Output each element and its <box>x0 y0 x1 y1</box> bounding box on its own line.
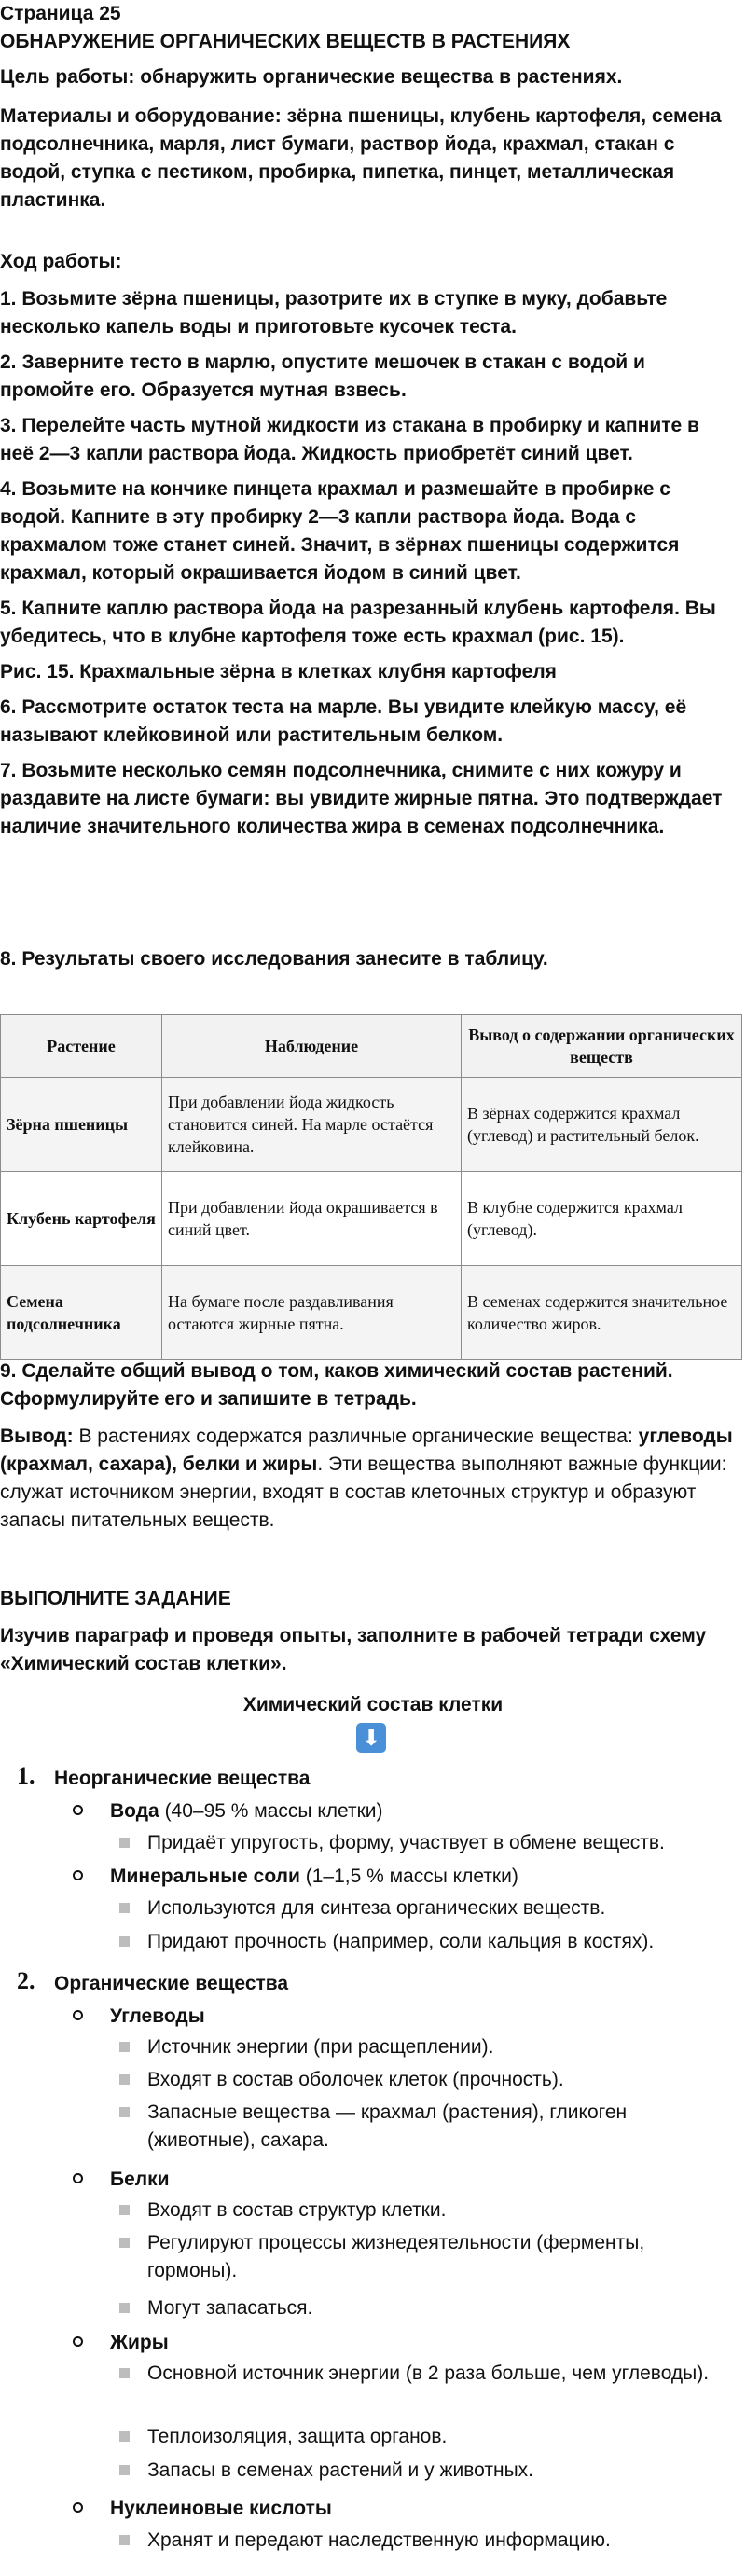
list-item: Хранят и передают наследственную информацию. <box>147 2529 611 2551</box>
circle-bullet-icon <box>73 1870 83 1880</box>
table-header: Наблюдение <box>162 1015 462 1078</box>
list-number: 2. <box>17 1967 35 1994</box>
procedure-steps <box>0 285 737 841</box>
task-text: Изучив параграф и проведя опыты, заполните в рабочей тетради схему «Химический состав клетки». <box>0 1625 707 1674</box>
list-item: Используются для синтеза органических веществ. <box>147 1897 606 1919</box>
step-8: 8. Результаты своего исследования занесите в таблицу. <box>0 948 548 970</box>
list-item: Придаёт упругость, форму, участвует в обмене веществ. <box>147 1832 665 1853</box>
fats-name: Жиры <box>110 2332 169 2353</box>
arrow-down-icon: ⬇ <box>356 1723 386 1753</box>
square-bullet-icon <box>119 2303 130 2313</box>
table-header: Вывод о содержании органических веществ <box>462 1015 742 1078</box>
table-cell: Зёрна пшеницы <box>1 1078 162 1172</box>
step-1: 1. Возьмите зёрна пшеницы, разотрите их в ступке в муку, добавьте несколько капель воды и приготовьте кусочек теста. <box>0 288 668 337</box>
page-label: Страница 25 <box>0 3 121 24</box>
salts-name: Минеральные соли <box>110 1866 300 1887</box>
table-cell: В клубне содержится крахмал (углевод). <box>462 1172 742 1266</box>
organic-title: Органические вещества <box>54 1973 289 1994</box>
salts-item <box>110 1863 518 1891</box>
step-3: 3. Перелейте часть мутной жидкости из стакана в пробирку и капните в неё 2—3 капли раствора йода. Жидкость приобретёт синий цвет. <box>0 415 699 464</box>
proteins-name: Белки <box>110 2169 170 2190</box>
square-bullet-icon <box>119 2465 130 2475</box>
step-2: 2. Заверните тесто в марлю, опустите мешочек в стакан с водой и промойте его. Образуется мутная взвесь. <box>0 351 645 401</box>
square-bullet-icon <box>119 2431 130 2442</box>
circle-bullet-icon <box>73 1805 83 1815</box>
conclusion-label: Вывод: <box>0 1426 74 1447</box>
salts-note: (1–1,5 % массы клетки) <box>299 1866 518 1887</box>
inorganic-title: Неорганические вещества <box>54 1768 311 1789</box>
water-name: Вода <box>110 1800 159 1822</box>
square-bullet-icon <box>119 2107 130 2117</box>
list-item: Входят в состав оболочек клеток (прочность). <box>147 2069 564 2090</box>
list-item: Могут запасаться. <box>147 2297 313 2319</box>
water-note: (40–95 % массы клетки) <box>159 1800 383 1822</box>
list-item: Теплоизоляция, защита органов. <box>147 2426 448 2447</box>
scheme-title: Химический состав клетки <box>242 1694 504 1715</box>
list-item: Основной источник энергии (в 2 раза больше, чем углеводы). <box>147 2362 710 2384</box>
table-cell: Клубень картофеля <box>1 1172 162 1266</box>
materials-text: Материалы и оборудование: зёрна пшеницы, клубень картофеля, семена подсолнечника, марля, лист бумаги, раствор йода, крахмал, стакан с водой, ступка с пестиком, пробирка, пипетка, пинцет, металлическая пластинка. <box>0 105 722 211</box>
list-item: Придают прочность (например, соли кальция в костях). <box>147 1931 655 1952</box>
square-bullet-icon <box>119 2535 130 2545</box>
conclusion-text: В растениях содержатся различные органические вещества: <box>73 1426 639 1447</box>
figure-caption: Рис. 15. Крахмальные зёрна в клетках клубня картофеля <box>0 661 557 682</box>
list-item: Источник энергии (при расщеплении). <box>147 2036 494 2058</box>
step-6: 6. Рассмотрите остаток теста на марле. Вы увидите клейкую массу, её называют клейковиной или растительным белком. <box>0 696 687 746</box>
list-item: Запасы в семенах растений и у животных. <box>147 2459 534 2481</box>
table-header-row <box>1 1015 742 1078</box>
table-row <box>1 1078 742 1172</box>
square-bullet-icon <box>119 2042 130 2052</box>
square-bullet-icon <box>119 2074 130 2085</box>
list-item: Регулируют процессы жизнедеятельности (ферменты, гормоны). <box>147 2232 645 2281</box>
table-cell: В зёрнах содержится крахмал (углевод) и растительный белок. <box>462 1078 742 1172</box>
table-cell: Семена подсолнечника <box>1 1266 162 1360</box>
step-9: 9. Сделайте общий вывод о том, каков химический состав растений. Сформулируйте его и запишите в тетрадь. <box>0 1360 673 1410</box>
page-title: ОБНАРУЖЕНИЕ ОРГАНИЧЕСКИХ ВЕЩЕСТВ В РАСТЕНИЯХ <box>0 31 571 52</box>
carbs-name: Углеводы <box>110 2005 205 2027</box>
list-item: Запасные вещества — крахмал (растения), гликоген (животные), сахара. <box>147 2101 628 2151</box>
list-number: 1. <box>17 1762 35 1789</box>
goal-text: Цель работы: обнаружить органические вещества в растениях. <box>0 66 623 88</box>
results-table <box>0 1014 742 1360</box>
step-5: 5. Капните каплю раствора йода на разрезанный клубень картофеля. Вы убедитесь, что в клубне картофеля тоже есть крахмал (рис. 15). <box>0 598 716 647</box>
step-7: 7. Возьмите несколько семян подсолнечника, снимите с них кожуру и раздавите на листе бумаги: вы увидите жирные пятна. Это подтверждает наличие значительного количества жира в семенах подсолнечника. <box>0 760 723 837</box>
conclusion-text-end: . Эти вещества выполняют важные функции: служат источником энергии, входят в состав клеточных структур и образуют запасы питательных веществ. <box>0 1453 727 1531</box>
table-cell: На бумаге после раздавливания остаются жирные пятна. <box>162 1266 462 1360</box>
circle-bullet-icon <box>73 2336 83 2347</box>
table-cell: При добавлении йода окрашивается в синий цвет. <box>162 1172 462 1266</box>
table-cell: В семенах содержится значительное количество жиров. <box>462 1266 742 1360</box>
nucleic-name: Нуклеиновые кислоты <box>110 2498 332 2519</box>
table-cell: При добавлении йода жидкость становится синей. На марле остаётся клейковина. <box>162 1078 462 1172</box>
water-item <box>110 1798 383 1825</box>
square-bullet-icon <box>119 2238 130 2248</box>
conclusion <box>0 1423 737 1535</box>
square-bullet-icon <box>119 1936 130 1947</box>
procedure-title: Ход работы: <box>0 251 122 272</box>
square-bullet-icon <box>119 1838 130 1848</box>
conclusion-bold: углеводы (крахмал, сахара), белки и жиры <box>0 1426 733 1475</box>
square-bullet-icon <box>119 2205 130 2215</box>
step-4: 4. Возьмите на кончике пинцета крахмал и размешайте в пробирке с водой. Капните в эту пробирку 2—3 капли раствора йода. Вода с крахмалом тоже станет синей. Значит, в зёрнах пшеницы содержится крахмал, который окрашивается йодом в синий цвет. <box>0 478 680 584</box>
table-row <box>1 1172 742 1266</box>
task-heading: ВЫПОЛНИТЕ ЗАДАНИЕ <box>0 1588 231 1609</box>
list-item: Входят в состав структур клетки. <box>147 2199 447 2221</box>
circle-bullet-icon <box>73 2173 83 2183</box>
table-row <box>1 1266 742 1360</box>
square-bullet-icon <box>119 1903 130 1913</box>
square-bullet-icon <box>119 2368 130 2378</box>
circle-bullet-icon <box>73 2010 83 2020</box>
circle-bullet-icon <box>73 2502 83 2513</box>
table-header: Растение <box>1 1015 162 1078</box>
